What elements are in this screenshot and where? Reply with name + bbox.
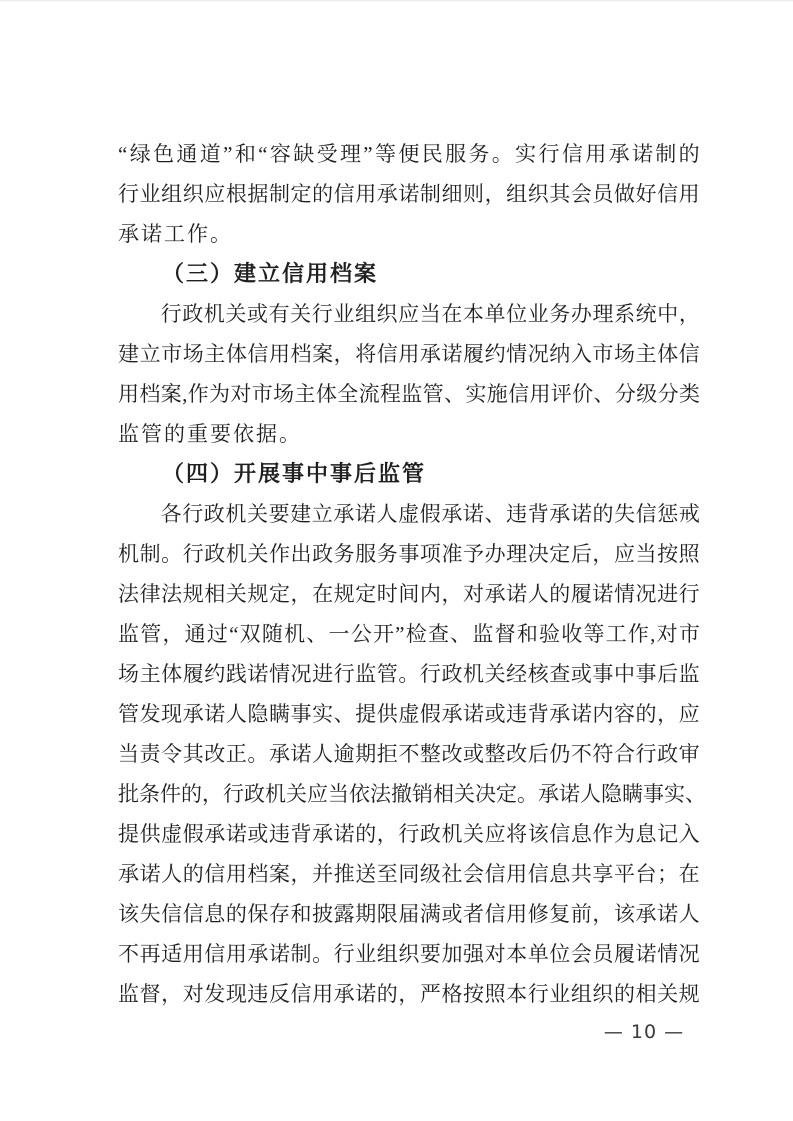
text-line: 各 行 政 机 关 要 建 立 承 诺 人 虚 假 承 诺 、 违 背 承 诺 的 失 信 惩 戒	[160, 502, 700, 526]
text-line: 场 主 体 履 约 践 诺 情 况 进 行 监 管 。 行 政 机 关 经 核 查 或 事 中 事 后 监	[118, 662, 700, 686]
text-line: 监管的重要依据。	[118, 422, 302, 446]
text-line: 监 督 ， 对 发 现 违 反 信 用 承 诺 的 ， 严 格 按 照 本 行 业 组 织 的 相 关 规	[118, 982, 700, 1006]
text-line: “ 绿 色 通 道 ” 和 “ 容 缺 受 理 ” 等 便 民 服 务 。 实 行 信 用 承 诺 制 的	[118, 142, 700, 166]
text-line: 行 业 组 织 应 根 据 制 定 的 信 用 承 诺 制 细 则 ， 组 织 其 会 员 做 好 信 用	[118, 182, 700, 206]
text-line: 行 政 机 关 或 有 关 行 业 组 织 应 当 在 本 单 位 业 务 办 理 系 统 中 ，	[160, 302, 700, 326]
text-line: 承 诺 人 的 信 用 档 案 ， 并 推 送 至 同 级 社 会 信 用 信 息 共 享 平 台 ； 在	[118, 862, 700, 886]
text-line: 批 条 件 的 ， 行 政 机 关 应 当 依 法 撤 销 相 关 决 定 。 承 诺 人 隐 瞒 事 实 、	[118, 782, 706, 806]
text-line: 该 失 信 信 息 的 保 存 和 披 露 期 限 届 满 或 者 信 用 修 复 前 ， 该 承 诺 人	[118, 902, 700, 926]
text-line: 建 立 市 场 主 体 信 用 档 案 ， 将 信 用 承 诺 履 约 情 况 纳 入 市 场 主 体 信	[118, 342, 700, 366]
text-line: 不 再 适 用 信 用 承 诺 制 。 行 业 组 织 要 加 强 对 本 单 位 会 员 履 诺 情 况	[118, 942, 700, 966]
section-heading: （四）开展事中事后监管	[162, 461, 427, 486]
scan-edge-artifact	[0, 0, 793, 2]
page-number: — 10 —	[603, 1021, 685, 1043]
section-heading: （三）建立信用档案	[162, 261, 379, 286]
text-line: 管 发 现 承 诺 人 隐 瞒 事 实 、 提 供 虚 假 承 诺 或 违 背 承 诺 内 容 的 ， 应	[118, 702, 700, 726]
text-line: 监 管 ， 通 过 “ 双 随 机 、 一 公 开 ” 检 查 、 监 督 和 验 收 等 工 作 , 对 市	[118, 622, 700, 646]
text-line: 用 档 案 , 作 为 对 市 场 主 体 全 流 程 监 管 、 实 施 信 用 评 价 、 分 级 分 类	[118, 382, 700, 406]
text-line: 承诺工作。	[118, 222, 233, 246]
text-line: 机 制 。 行 政 机 关 作 出 政 务 服 务 事 项 准 予 办 理 决 定 后 ， 应 当 按 照	[118, 542, 700, 566]
text-line: 当 责 令 其 改 正 。 承 诺 人 逾 期 拒 不 整 改 或 整 改 后 仍 不 符 合 行 政 审	[118, 742, 700, 766]
text-line: 法 律 法 规 相 关 规 定 ， 在 规 定 时 间 内 ， 对 承 诺 人 的 履 诺 情 况 进 行	[118, 582, 700, 606]
text-line: 提 供 虚 假 承 诺 或 违 背 承 诺 的 ， 行 政 机 关 应 将 该 信 息 作 为 息 记 入	[118, 822, 700, 846]
document-body	[118, 134, 706, 1014]
